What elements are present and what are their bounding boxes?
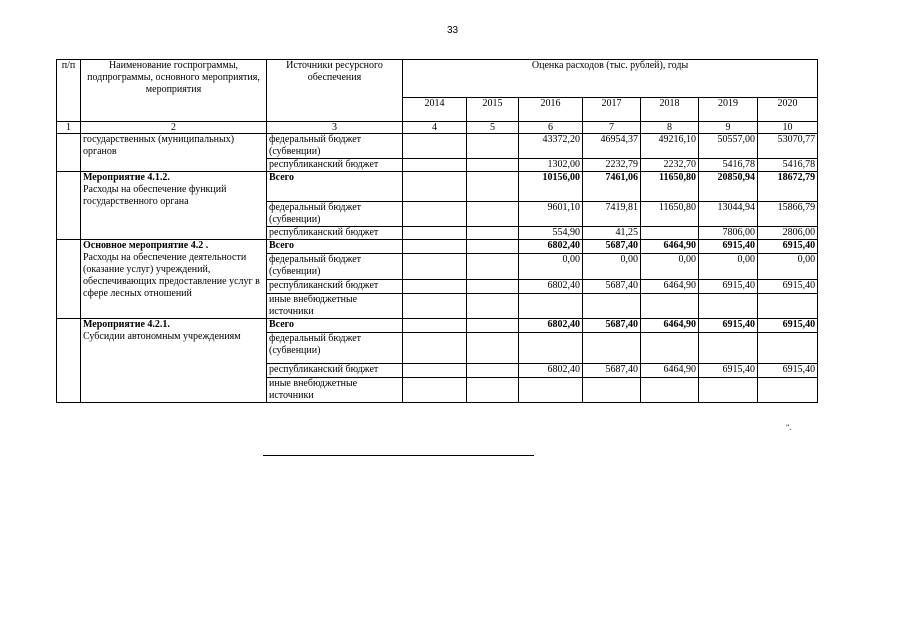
header-year: 2018 <box>641 98 699 122</box>
value-cell <box>467 333 519 364</box>
value-cell: 11650,80 <box>641 172 699 202</box>
value-cell <box>699 333 758 364</box>
value-cell <box>467 378 519 403</box>
value-cell: 6915,40 <box>699 280 758 294</box>
value-cell: 41,25 <box>583 227 641 240</box>
measure-title: Мероприятие 4.2.1. <box>83 319 170 330</box>
column-index-row <box>57 122 818 134</box>
value-cell <box>758 294 818 319</box>
column-index: 4 <box>403 122 467 134</box>
header-year: 2019 <box>699 98 758 122</box>
value-cell: 6915,40 <box>758 240 818 254</box>
row-np-cell <box>57 240 81 319</box>
value-cell <box>519 378 583 403</box>
measure-description: Расходы на обеспечение функций государственного органа <box>83 184 227 207</box>
value-cell: 53070,77 <box>758 134 818 159</box>
value-cell: 13044,94 <box>699 202 758 227</box>
value-cell <box>467 240 519 254</box>
column-index: 2 <box>81 122 267 134</box>
measure-description: государственных (муниципальных) органов <box>83 134 235 157</box>
value-cell: 7419,81 <box>583 202 641 227</box>
value-cell: 18672,79 <box>758 172 818 202</box>
value-cell <box>467 364 519 378</box>
value-cell: 9601,10 <box>519 202 583 227</box>
value-cell <box>467 254 519 280</box>
value-cell: 2232,79 <box>583 159 641 172</box>
table-row <box>57 319 818 333</box>
value-cell <box>583 294 641 319</box>
value-cell: 0,00 <box>641 254 699 280</box>
funding-source: Всего <box>267 240 403 254</box>
value-cell <box>403 202 467 227</box>
value-cell: 46954,37 <box>583 134 641 159</box>
value-cell <box>403 159 467 172</box>
value-cell: 0,00 <box>519 254 583 280</box>
funding-source: федеральный бюджет (субвенции) <box>267 202 403 227</box>
value-cell: 0,00 <box>758 254 818 280</box>
value-cell <box>467 134 519 159</box>
value-cell: 15866,79 <box>758 202 818 227</box>
funding-source: федеральный бюджет (субвенции) <box>267 333 403 364</box>
value-cell <box>519 294 583 319</box>
value-cell: 2232,70 <box>641 159 699 172</box>
value-cell <box>758 333 818 364</box>
row-np-cell <box>57 134 81 172</box>
value-cell: 6802,40 <box>519 364 583 378</box>
funding-source: республиканский бюджет <box>267 364 403 378</box>
column-index: 9 <box>699 122 758 134</box>
value-cell <box>467 227 519 240</box>
value-cell: 5687,40 <box>583 280 641 294</box>
value-cell <box>403 378 467 403</box>
value-cell <box>467 202 519 227</box>
value-cell <box>403 294 467 319</box>
value-cell <box>641 333 699 364</box>
row-name-cell <box>81 134 267 172</box>
page-number: 33 <box>446 25 459 36</box>
value-cell: 0,00 <box>699 254 758 280</box>
value-cell: 6915,40 <box>758 364 818 378</box>
measure-title: Мероприятие 4.1.2. <box>83 172 170 183</box>
value-cell: 554,90 <box>519 227 583 240</box>
value-cell <box>641 227 699 240</box>
value-cell: 5416,78 <box>699 159 758 172</box>
value-cell <box>467 172 519 202</box>
value-cell <box>403 280 467 294</box>
value-cell <box>758 378 818 403</box>
header-year: 2014 <box>403 98 467 122</box>
value-cell: 10156,00 <box>519 172 583 202</box>
funding-source: республиканский бюджет <box>267 227 403 240</box>
value-cell <box>403 364 467 378</box>
header-np: п/п <box>57 60 81 122</box>
header-year: 2017 <box>583 98 641 122</box>
funding-source: республиканский бюджет <box>267 159 403 172</box>
value-cell: 5416,78 <box>758 159 818 172</box>
value-cell <box>467 294 519 319</box>
row-np-cell <box>57 319 81 403</box>
measure-description: Расходы на обеспечение деятельности (оказание услуг) учреждений, обеспечивающих предоставление услуг в сфере лесных отношений <box>83 252 260 299</box>
column-index: 1 <box>57 122 81 134</box>
value-cell: 6915,40 <box>699 364 758 378</box>
value-cell: 43372,20 <box>519 134 583 159</box>
header-source: Источники ресурсного обеспечения <box>267 60 403 122</box>
funding-source: иные внебюджетные источники <box>267 378 403 403</box>
funding-source: иные внебюджетные источники <box>267 294 403 319</box>
value-cell <box>467 159 519 172</box>
measure-description: Субсидии автономным учреждениям <box>83 331 241 342</box>
value-cell <box>403 134 467 159</box>
column-index: 6 <box>519 122 583 134</box>
funding-source: Всего <box>267 172 403 202</box>
value-cell <box>403 319 467 333</box>
value-cell <box>583 333 641 364</box>
value-cell: 6915,40 <box>699 240 758 254</box>
value-cell <box>403 240 467 254</box>
column-index: 10 <box>758 122 818 134</box>
header-year: 2016 <box>519 98 583 122</box>
value-cell: 50557,00 <box>699 134 758 159</box>
row-name-cell <box>81 240 267 319</box>
value-cell: 2806,00 <box>758 227 818 240</box>
value-cell: 1302,00 <box>519 159 583 172</box>
value-cell <box>699 294 758 319</box>
value-cell <box>467 280 519 294</box>
value-cell: 7461,06 <box>583 172 641 202</box>
column-index: 3 <box>267 122 403 134</box>
table-row <box>57 240 818 254</box>
value-cell: 6464,90 <box>641 240 699 254</box>
value-cell <box>403 254 467 280</box>
row-name-cell <box>81 172 267 240</box>
value-cell: 6915,40 <box>699 319 758 333</box>
funding-source: Всего <box>267 319 403 333</box>
value-cell: 0,00 <box>583 254 641 280</box>
header-year: 2015 <box>467 98 519 122</box>
table-row <box>57 134 818 159</box>
header-estimate: Оценка расходов (тыс. рублей), годы <box>403 60 818 98</box>
value-cell: 6802,40 <box>519 319 583 333</box>
value-cell: 49216,10 <box>641 134 699 159</box>
value-cell <box>467 319 519 333</box>
value-cell: 6464,90 <box>641 280 699 294</box>
closing-quote-mark: ". <box>786 423 792 432</box>
value-cell: 20850,94 <box>699 172 758 202</box>
value-cell: 11650,80 <box>641 202 699 227</box>
value-cell <box>519 333 583 364</box>
header-name: Наименование госпрограммы, подпрограммы, основного мероприятия, мероприятия <box>81 60 267 122</box>
row-np-cell <box>57 172 81 240</box>
column-index: 8 <box>641 122 699 134</box>
value-cell: 6802,40 <box>519 240 583 254</box>
value-cell <box>403 227 467 240</box>
value-cell <box>403 172 467 202</box>
value-cell: 7806,00 <box>699 227 758 240</box>
footer-divider <box>263 455 534 456</box>
value-cell: 5687,40 <box>583 240 641 254</box>
value-cell: 5687,40 <box>583 319 641 333</box>
value-cell <box>641 378 699 403</box>
budget-table <box>56 59 818 403</box>
value-cell: 6464,90 <box>641 364 699 378</box>
header-year: 2020 <box>758 98 818 122</box>
row-name-cell <box>81 319 267 403</box>
funding-source: федеральный бюджет (субвенции) <box>267 254 403 280</box>
funding-source: федеральный бюджет (субвенции) <box>267 134 403 159</box>
table-row <box>57 172 818 202</box>
table-body <box>57 134 818 403</box>
measure-title: Основное мероприятие 4.2 . <box>83 240 209 251</box>
value-cell <box>641 294 699 319</box>
value-cell <box>699 378 758 403</box>
value-cell <box>403 333 467 364</box>
value-cell <box>583 378 641 403</box>
value-cell: 6915,40 <box>758 280 818 294</box>
column-index: 7 <box>583 122 641 134</box>
value-cell: 6915,40 <box>758 319 818 333</box>
column-index: 5 <box>467 122 519 134</box>
value-cell: 5687,40 <box>583 364 641 378</box>
value-cell: 6802,40 <box>519 280 583 294</box>
value-cell: 6464,90 <box>641 319 699 333</box>
funding-source: республиканский бюджет <box>267 280 403 294</box>
